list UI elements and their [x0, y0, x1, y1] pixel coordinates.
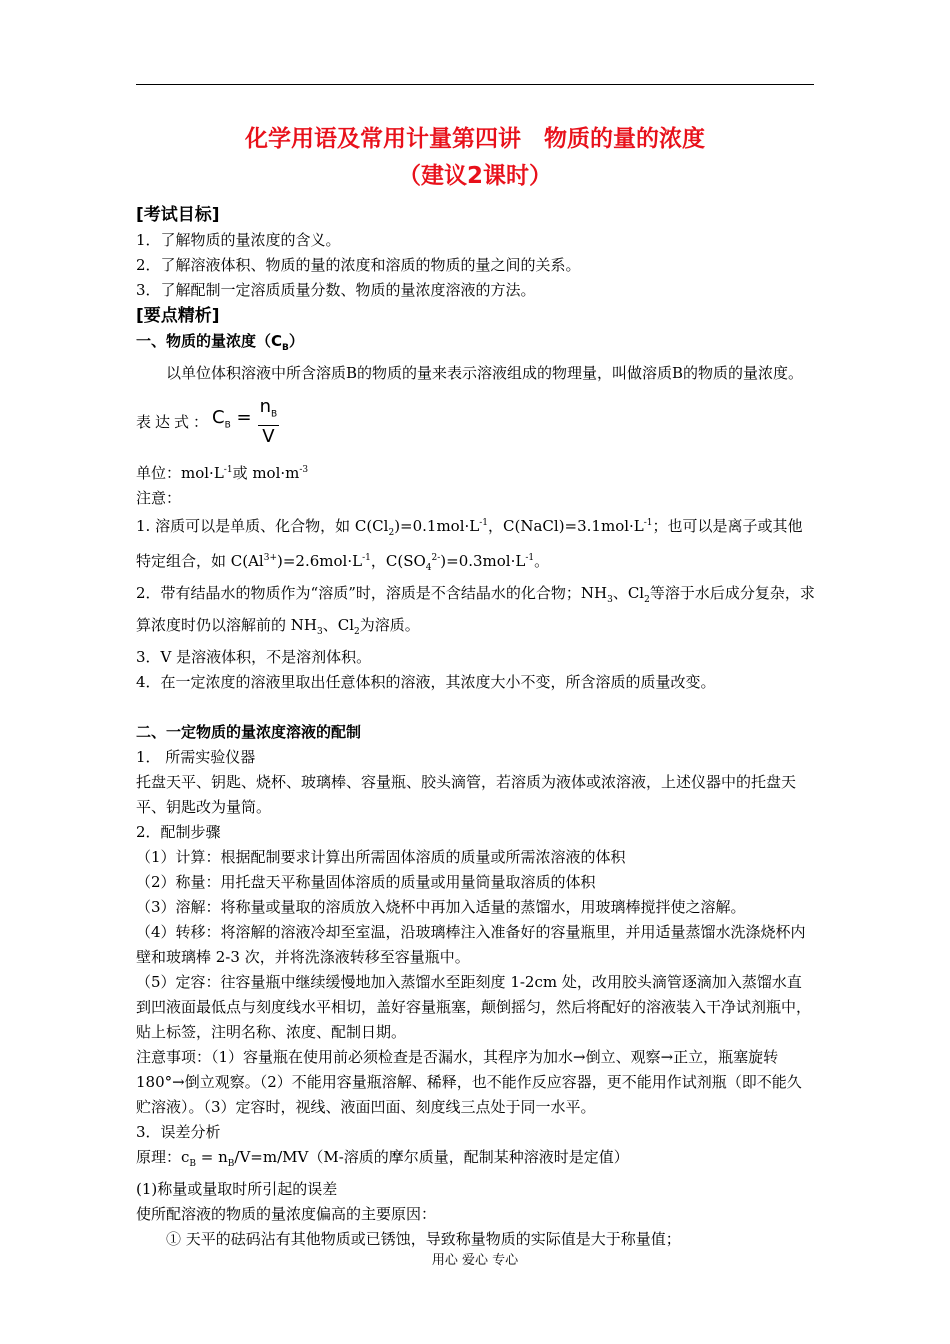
spacer [136, 695, 816, 720]
document-body [136, 202, 816, 1252]
principle-line: 原理：$c_B = n_B/V=m/MV(M-$溶质的摩尔质量，配制某种溶液时是定值） [136, 1148, 629, 1169]
note-item-3: 3．V 是溶液体积，不是溶剂体积。 [136, 648, 372, 666]
paragraph: ① 天平的砝码沾有其他物质或已锈蚀，导致称量物质的实际值是大于称量值； [166, 1230, 681, 1248]
paragraph: 托盘天平、钥匙、烧杯、玻璃棒、容量瓶、胶头滴管，若溶质为液体或浓溶液，上述仪器中的托盘天平、钥匙改为量筒。 [136, 773, 797, 816]
step-item: （1）计算：根据配制要求计算出所需固体溶质的质量或所需浓溶液的体积 [136, 848, 626, 866]
note-item-1: 1. 溶质可以是单质、化合物，如 $C(Cl_2)=0.1mol\cdot L^{-1}$，$C(NaCl)=3.1mol\cdot L^{-1}$；也可以是离子或其他特定组合，如 $C(Al^{3+})=2.6mol\cdot L^{-1}$，$C(SO_4^{2-})=0.3mol\cdot L^{-1}$。 [136, 517, 803, 573]
page-title: 化学用语及常用计量第四讲 物质的量的浓度 [245, 126, 705, 152]
section2-heading: 二、一定物质的量浓度溶液的配制 [136, 723, 362, 741]
note-label: 注意： [136, 489, 182, 507]
unit-line: 单位：$mol\cdot L^{-1}$或 $mol\cdot m^{-3}$ [136, 464, 309, 482]
subsection-title: 2．配制步骤 [136, 823, 221, 841]
header-rule [136, 84, 814, 85]
paragraph: 使所配溶液的物质的量浓度偏高的主要原因： [136, 1205, 437, 1223]
note-item-2: 2．带有结晶水的物质作为“溶质”时，溶质是不含结晶水的化合物；$NH_3$、$Cl_2$等溶于水后成分复杂，求算浓度时仍以溶解前的 $NH_3$、$Cl_2$为溶质。 [136, 584, 815, 637]
exam-goals-heading: [考试目标] [136, 205, 220, 225]
expression-label: 表达式： [136, 412, 213, 431]
formula-fraction [258, 396, 280, 449]
subsection-title: 1． 所需实验仪器 [136, 748, 256, 766]
exam-goal-item: 3．了解配制一定溶质质量分数、物质的量浓度溶液的方法。 [136, 281, 536, 299]
step-item: （5）定容：往容量瓶中继续缓慢地加入蒸馏水至距刻度 1-2cm 处，改用胶头滴管逐滴加入蒸馏水直到凹液面最低点与刻度线水平相切，盖好容量瓶塞，颠倒摇匀，然后将配好的溶液装入干净试剂瓶中，贴上标签，注明名称、浓度、配制日期。 [136, 973, 812, 1041]
expression-formula [136, 386, 816, 458]
formula-lhs: $C_B$ = [212, 407, 252, 431]
exam-goal-item: 1．了解物质的量浓度的含义。 [136, 231, 341, 249]
step-item: （2）称量：用托盘天平称量固体溶质的质量或用量筒量取溶质的体积 [136, 873, 596, 891]
step-item: （3）溶解：将称量或量取的溶质放入烧杯中再加入适量的蒸馏水，用玻璃棒搅拌使之溶解。 [136, 898, 746, 916]
note-item-4: 4．在一定浓度的溶液里取出任意体积的溶液，其浓度大小不变，所含溶质的质量改变。 [136, 673, 716, 691]
section1-heading: 一、物质的量浓度$(C_B)$ [136, 332, 304, 353]
key-points-heading: [要点精析] [136, 306, 220, 326]
paragraph: (1)称量或量取时所引起的误差 [136, 1180, 338, 1198]
caution-paragraph: 注意事项：（1）容量瓶在使用前必须检查是否漏水，其程序为加水→倒立、观察→正立，瓶塞旋转 180°→倒立观察。（2）不能用容量瓶溶解、稀释，也不能作反应容器，更不能用作试剂瓶（即不能久贮溶液）。（3）定容时，视线、液面凹面、刻度线三点处于同一水平。 [136, 1048, 802, 1116]
step-item: （4）转移：将溶解的溶液冷却至室温，沿玻璃棒注入准备好的容量瓶里，并用适量蒸馏水洗涤烧杯内壁和玻璃棒 2-3 次，并将洗涤液转移至容量瓶中。 [136, 923, 806, 966]
subsection-title: 3．误差分析 [136, 1123, 221, 1141]
formula-numerator: $n_B$ [258, 396, 280, 427]
definition-paragraph: 以单位体积溶液中所含溶质B的物质的量来表示溶液组成的物理量，叫做溶质B的物质的量浓度。 [166, 364, 804, 382]
formula-denominator: V [262, 426, 275, 448]
page-subtitle: （建议2课时） [397, 163, 552, 189]
page-footer: 用心 爱心 专心 [431, 1253, 519, 1268]
exam-goal-item: 2．了解溶液体积、物质的量的浓度和溶质的物质的量之间的关系。 [136, 256, 581, 274]
